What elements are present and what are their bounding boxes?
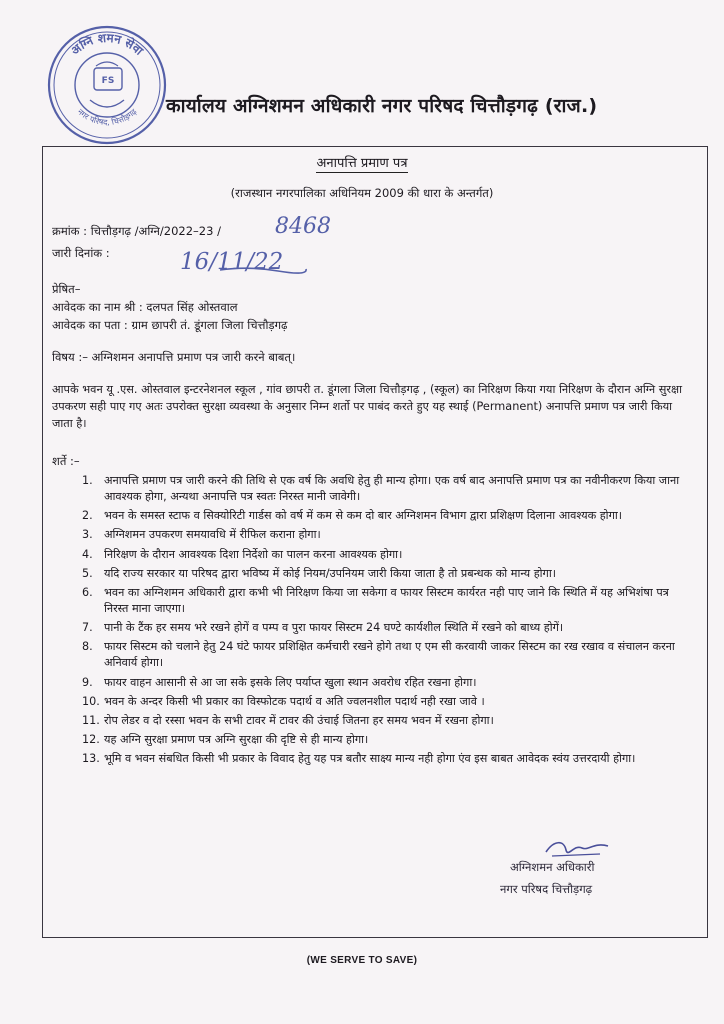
signature-icon <box>542 836 612 862</box>
condition-item: 10. भवन के अन्दर किसी भी प्रकार का विस्फोटक पदार्थ व अति ज्वलनशील पदार्थ नही रखा जावे । <box>82 694 485 708</box>
conditions-label: शर्ते :– <box>52 454 80 468</box>
date-underline-icon <box>218 264 308 276</box>
issue-date: 16/11/22 <box>180 249 284 275</box>
condition-item: 2. भवन के समस्त स्टाफ व सिक्योरिटी गार्डस को वर्ष में कम से कम दो बार अग्निशमन विभाग द्वारा प्रशिक्षण दिलाना आवश्यक होगा। <box>82 509 623 523</box>
seal-top-text: अग्नि शमन सेवा <box>68 30 146 58</box>
office-title: कार्यालय अग्निशमन अधिकारी नगर परिषद चित्तौड़गढ़ (राज.) <box>166 95 598 117</box>
svg-text:FS: FS <box>101 76 115 86</box>
recipient-prefix: प्रेषित– <box>52 282 81 296</box>
seal-bottom-text: नगर परिषद, चित्तौड़गढ़ <box>75 107 139 127</box>
reference-label: क्रमांक : चित्तौड़गढ़ /अग्नि/2022–23 / <box>52 224 221 238</box>
office-seal-icon <box>44 22 170 148</box>
condition-item: 4. निरिक्षण के दौरान आवश्यक दिशा निर्देशो का पालन करना आवश्यक होगा। <box>82 547 403 561</box>
condition-item: 6. भवन का अग्निशमन अधिकारी द्वारा कभी भी निरिक्षण किया जा सकेगा व फायर सिस्टम कार्यरत नही पाए जाने कि स्थिति में यह अभिशंषा पत्र निरस्त माना जाएगा। <box>82 585 669 615</box>
document-heading <box>0 153 724 171</box>
act-reference: (राजस्थान नगरपालिका अधिनियम 2009 की धारा के अन्तर्गत) <box>230 186 494 200</box>
issue-date-label: जारी दिनांक : <box>52 246 110 260</box>
subject-line: विषय :– अग्निशमन अनापत्ति प्रमाण पत्र जारी करने बाबत्। <box>52 350 296 364</box>
footer-motto: (WE SERVE TO SAVE) <box>306 955 418 966</box>
condition-item: 13. भूमि व भवन संबधित किसी भी प्रकार के विवाद हेतु यह पत्र बतौर साक्ष्य मान्य नही होगा एंव इस बाबत आवेदक स्वंय उत्तरदायी होगा। <box>82 752 636 766</box>
applicant-address: आवेदक का पता : ग्राम छापरी तं. डूंगला जिला चित्तौड़गढ़ <box>52 318 288 332</box>
heading-text: अनापत्ति प्रमाण पत्र <box>316 156 408 171</box>
condition-item: 9. फायर वाहन आसानी से आ जा सके इसके लिए पर्याप्त खुला स्थान अवरोध रहित रखना होगा। <box>82 675 477 689</box>
condition-item: 5. यदि राज्य सरकार या परिषद द्वारा भविष्य में कोई नियम/उपनियम जारी किया जाता है तो प्रबन्धक को मान्य होगा। <box>82 566 556 580</box>
condition-item: 3. अग्निशमन उपकरण समयावधि में रीफिल कराना होगा। <box>82 528 321 542</box>
conditions-list <box>82 473 694 770</box>
condition-item: 8. फायर सिस्टम को चलाने हेतु 24 घंटे फायर प्रशिक्षित कर्मचारी रखने होगे तथा ए एम सी करवायी जाकर सिस्टम का रख रखाव व संचालन करना अनिवार्य होगा। <box>82 640 675 670</box>
body-paragraph: आपके भवन यू .एस. ओस्तवाल इन्टरनेशनल स्कूल , गांव छापरी त. डूंगला जिला चित्तौड़गढ़ , (स्कूल) का निरिक्षण किया गया निरिक्षण के दौरान अग्नि सुरक्षा उपकरण सही पाए गए अतः उपरोक्त सुरक्षा व्यवस्था के अनुसार निम्न शर्तो पर पाबंद करते हुए यह स्थाई (Permanent) अनापत्ति प्रमाण पत्र जारी किया जाता है। <box>52 383 683 430</box>
signatory-title: अग्निशमन अधिकारी <box>510 860 595 874</box>
condition-item: 11. रोप लेडर व दो रस्सा भवन के सभी टावर में टावर की उंचाई जितना हर समय भवन में रखना होगा। <box>82 713 494 727</box>
applicant-name: आवेदक का नाम श्री : दलपत सिंह ओस्तवाल <box>52 300 238 314</box>
condition-item: 12. यह अग्नि सुरक्षा प्रमाण पत्र अग्नि सुरक्षा की दृष्टि से ही मान्य होगा। <box>82 733 369 747</box>
condition-item: 1. अनापत्ति प्रमाण पत्र जारी करने की तिथि से एक वर्ष कि अवधि हेतु ही मान्य होगा। एक वर्ष बाद अनापत्ति प्रमाण पत्र का नवीनीकरण किया जाना आवश्यक होगा, अन्यथा अनापत्ति पत्र स्वतः निरस्त मानी जावेगी। <box>82 474 680 503</box>
condition-item: 7. पानी के टैंक हर समय भरे रखने होगें व पम्प व पुरा फायर सिस्टम 24 घण्टे कार्यशील स्थिति में रखने को बाध्य होगें। <box>82 621 564 635</box>
reference-number: 8468 <box>275 214 331 239</box>
signatory-office: नगर परिषद चित्तौड़गढ़ <box>500 882 593 896</box>
